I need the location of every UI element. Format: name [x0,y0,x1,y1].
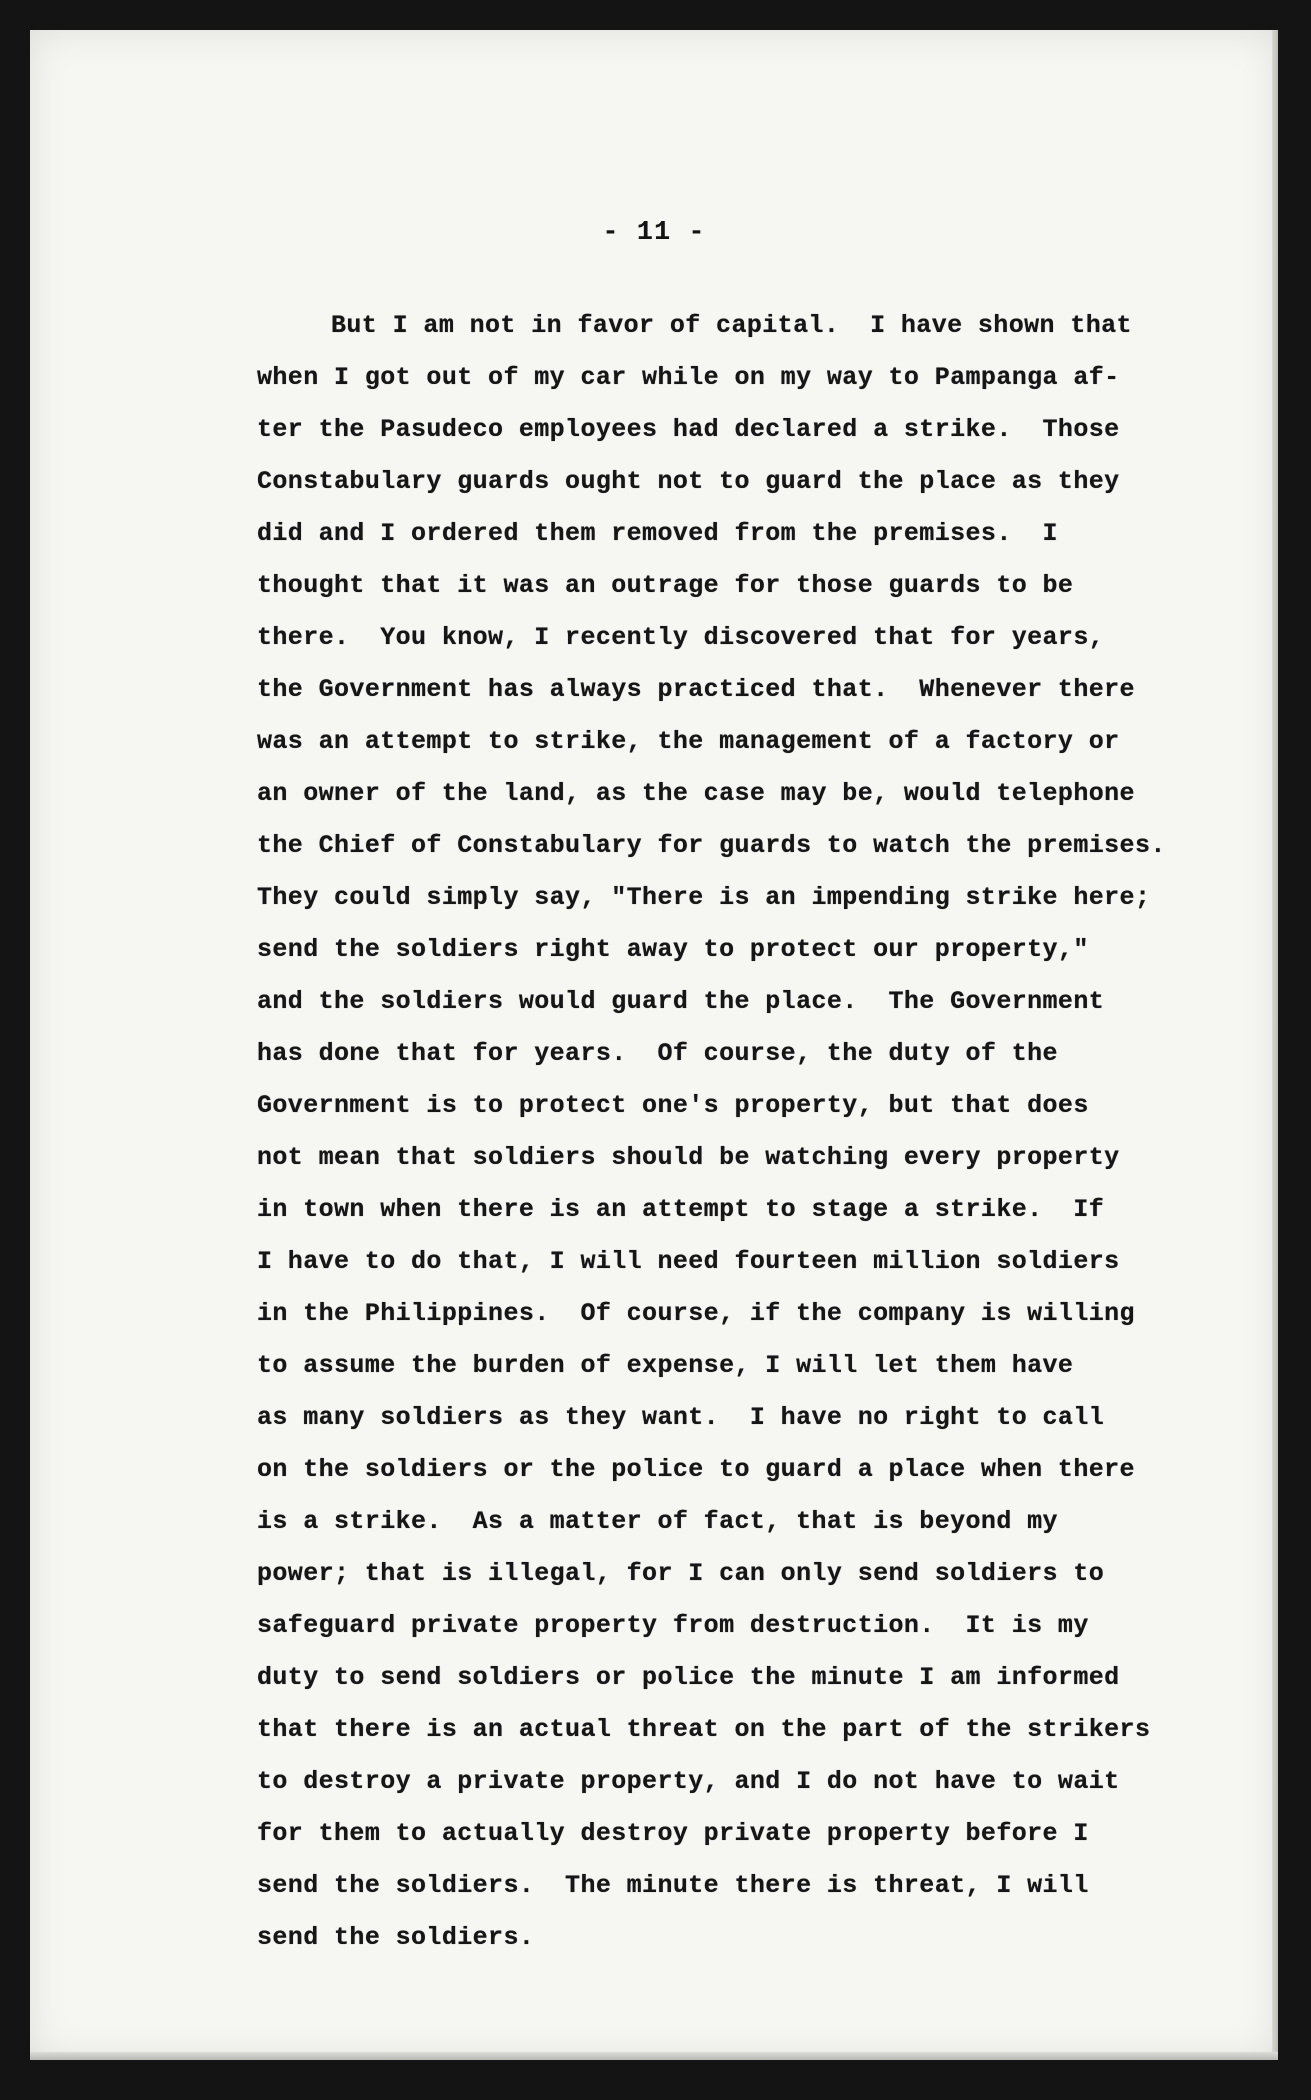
text-line: did and I ordered them removed from the premises. I [257,519,1058,548]
text-line: in the Philippines. Of course, if the company is willing [257,1299,1135,1328]
text-line: power; that is illegal, for I can only send soldiers to [257,1559,1105,1588]
page-edge-bottom [30,2052,1278,2060]
text-line: to assume the burden of expense, I will let them have [257,1351,1074,1380]
text-line: when I got out of my car while on my way to Pampanga af- [257,363,1120,392]
text-line: send the soldiers. [257,1923,535,1952]
text-line: not mean that soldiers should be watching every property [257,1143,1120,1172]
text-line: for them to actually destroy private property before I [257,1819,1089,1848]
text-line: I have to do that, I will need fourteen million soldiers [257,1247,1120,1276]
text-line: duty to send soldiers or police the minute I am informed [257,1663,1120,1692]
text-line: Government is to protect one's property, but that does [257,1091,1089,1120]
text-line: in town when there is an attempt to stage a strike. If [257,1195,1105,1224]
document-page [30,30,1278,2060]
text-line: the Chief of Constabulary for guards to watch the premises. [257,831,1166,860]
text-line: there. You know, I recently discovered that for years, [257,623,1105,652]
text-line: to destroy a private property, and I do not have to wait [257,1767,1120,1796]
text-line: They could simply say, "There is an impending strike here; [257,883,1151,912]
text-line: safeguard private property from destruction. It is my [257,1611,1089,1640]
text-line: send the soldiers right away to protect our property," [257,935,1089,964]
text-line: as many soldiers as they want. I have no right to call [257,1403,1105,1432]
text-line: an owner of the land, as the case may be, would telephone [257,779,1135,808]
text-line: Constabulary guards ought not to guard the place as they [257,467,1120,496]
text-line: was an attempt to strike, the management of a factory or [257,727,1120,756]
page-number: - 11 - [602,218,706,248]
text-line: thought that it was an outrage for those guards to be [257,571,1074,600]
text-line: send the soldiers. The minute there is threat, I will [257,1871,1089,1900]
text-line: has done that for years. Of course, the duty of the [257,1039,1058,1068]
text-line: the Government has always practiced that. Whenever there [257,675,1135,704]
text-line: ter the Pasudeco employees had declared a strike. Those [257,415,1120,444]
text-line: and the soldiers would guard the place. The Government [257,987,1105,1016]
body-paragraph [257,300,1237,1964]
text-line: is a strike. As a matter of fact, that is beyond my [257,1507,1058,1536]
text-line: that there is an actual threat on the part of the strikers [257,1715,1151,1744]
text-line: But I am not in favor of capital. I have shown that [331,311,1132,340]
page-edge-right [1272,30,1278,2060]
text-line: on the soldiers or the police to guard a place when there [257,1455,1135,1484]
